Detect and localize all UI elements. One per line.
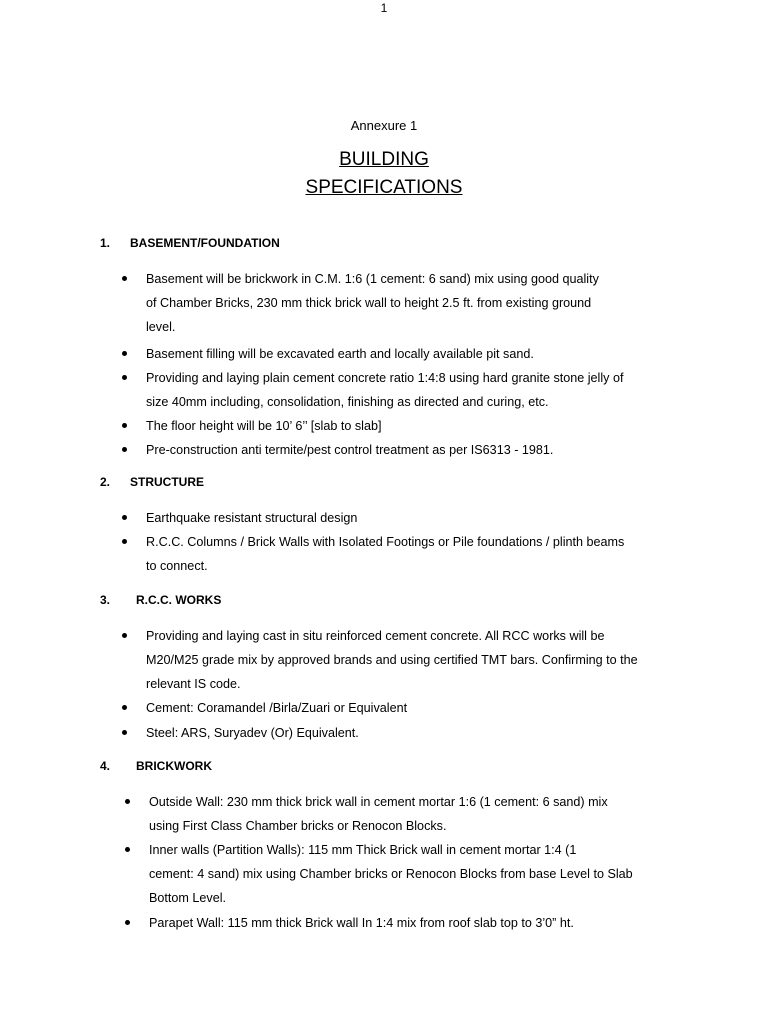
bullet-icon: [122, 705, 127, 710]
list-item-line: of Chamber Bricks, 230 mm thick brick wall to height 2.5 ft. from existing ground: [146, 296, 592, 310]
list-item-line: Parapet Wall: 115 mm thick Brick wall In 1:4 mix from roof slab top to 3’0” ht.: [149, 916, 574, 930]
list-item-line: Pre-construction anti termite/pest control treatment as per IS6313 - 1981.: [146, 443, 554, 457]
list-item-line: The floor height will be 10’ 6’’ [slab to slab]: [146, 419, 382, 433]
list-item-line: Providing and laying cast in situ reinforced cement concrete. All RCC works will be: [146, 629, 605, 643]
list-item-line: Inner walls (Partition Walls): 115 mm Thick Brick wall in cement mortar 1:4 (1: [149, 843, 577, 857]
bullet-icon: [122, 730, 127, 735]
page-number: 1: [380, 1, 388, 15]
section-number: 2.: [100, 475, 111, 489]
section-number: 3.: [100, 593, 111, 607]
bullet-icon: [122, 633, 127, 638]
bullet-icon: [122, 539, 127, 544]
section-number: 1.: [100, 236, 111, 250]
bullet-icon: [125, 799, 130, 804]
list-item-line: Basement will be brickwork in C.M. 1:6 (1 cement: 6 sand) mix using good quality: [146, 272, 599, 286]
bullet-icon: [122, 423, 127, 428]
list-item-line: relevant IS code.: [146, 677, 241, 691]
list-item-line: to connect.: [146, 559, 208, 573]
bullet-icon: [125, 920, 130, 925]
list-item-line: M20/M25 grade mix by approved brands and using certified TMT bars. Confirming to the: [146, 653, 638, 667]
section-title: BASEMENT/FOUNDATION: [130, 236, 280, 250]
list-item-line: Providing and laying plain cement concrete ratio 1:4:8 using hard granite stone jelly of: [146, 371, 624, 385]
list-item-line: size 40mm including, consolidation, finishing as directed and curing, etc.: [146, 395, 549, 409]
section-title: STRUCTURE: [130, 475, 204, 489]
list-item-line: using First Class Chamber bricks or Renocon Blocks.: [149, 819, 447, 833]
bullet-icon: [122, 515, 127, 520]
list-item-line: cement: 4 sand) mix using Chamber bricks or Renocon Blocks from base Level to Slab: [149, 867, 633, 881]
title-line-1: BUILDING: [339, 149, 429, 170]
section-title: R.C.C. WORKS: [136, 593, 222, 607]
title-line-2: SPECIFICATIONS: [305, 177, 463, 198]
section-title: BRICKWORK: [136, 759, 212, 773]
bullet-icon: [122, 375, 127, 380]
bullet-icon: [122, 276, 127, 281]
annexure-label: Annexure 1: [350, 118, 418, 133]
list-item-line: level.: [146, 320, 176, 334]
list-item-line: Bottom Level.: [149, 891, 227, 905]
document-title: [0, 146, 768, 202]
list-item-line: Basement filling will be excavated earth and locally available pit sand.: [146, 347, 534, 361]
list-item-line: Steel: ARS, Suryadev (Or) Equivalent.: [146, 726, 359, 740]
bullet-icon: [122, 351, 127, 356]
list-item-line: Outside Wall: 230 mm thick brick wall in cement mortar 1:6 (1 cement: 6 sand) mix: [149, 795, 608, 809]
list-item-line: Earthquake resistant structural design: [146, 511, 358, 525]
bullet-icon: [122, 447, 127, 452]
section-number: 4.: [100, 759, 111, 773]
bullet-icon: [125, 847, 130, 852]
list-item-line: R.C.C. Columns / Brick Walls with Isolated Footings or Pile foundations / plinth beams: [146, 535, 625, 549]
list-item-line: Cement: Coramandel /Birla/Zuari or Equivalent: [146, 701, 408, 715]
